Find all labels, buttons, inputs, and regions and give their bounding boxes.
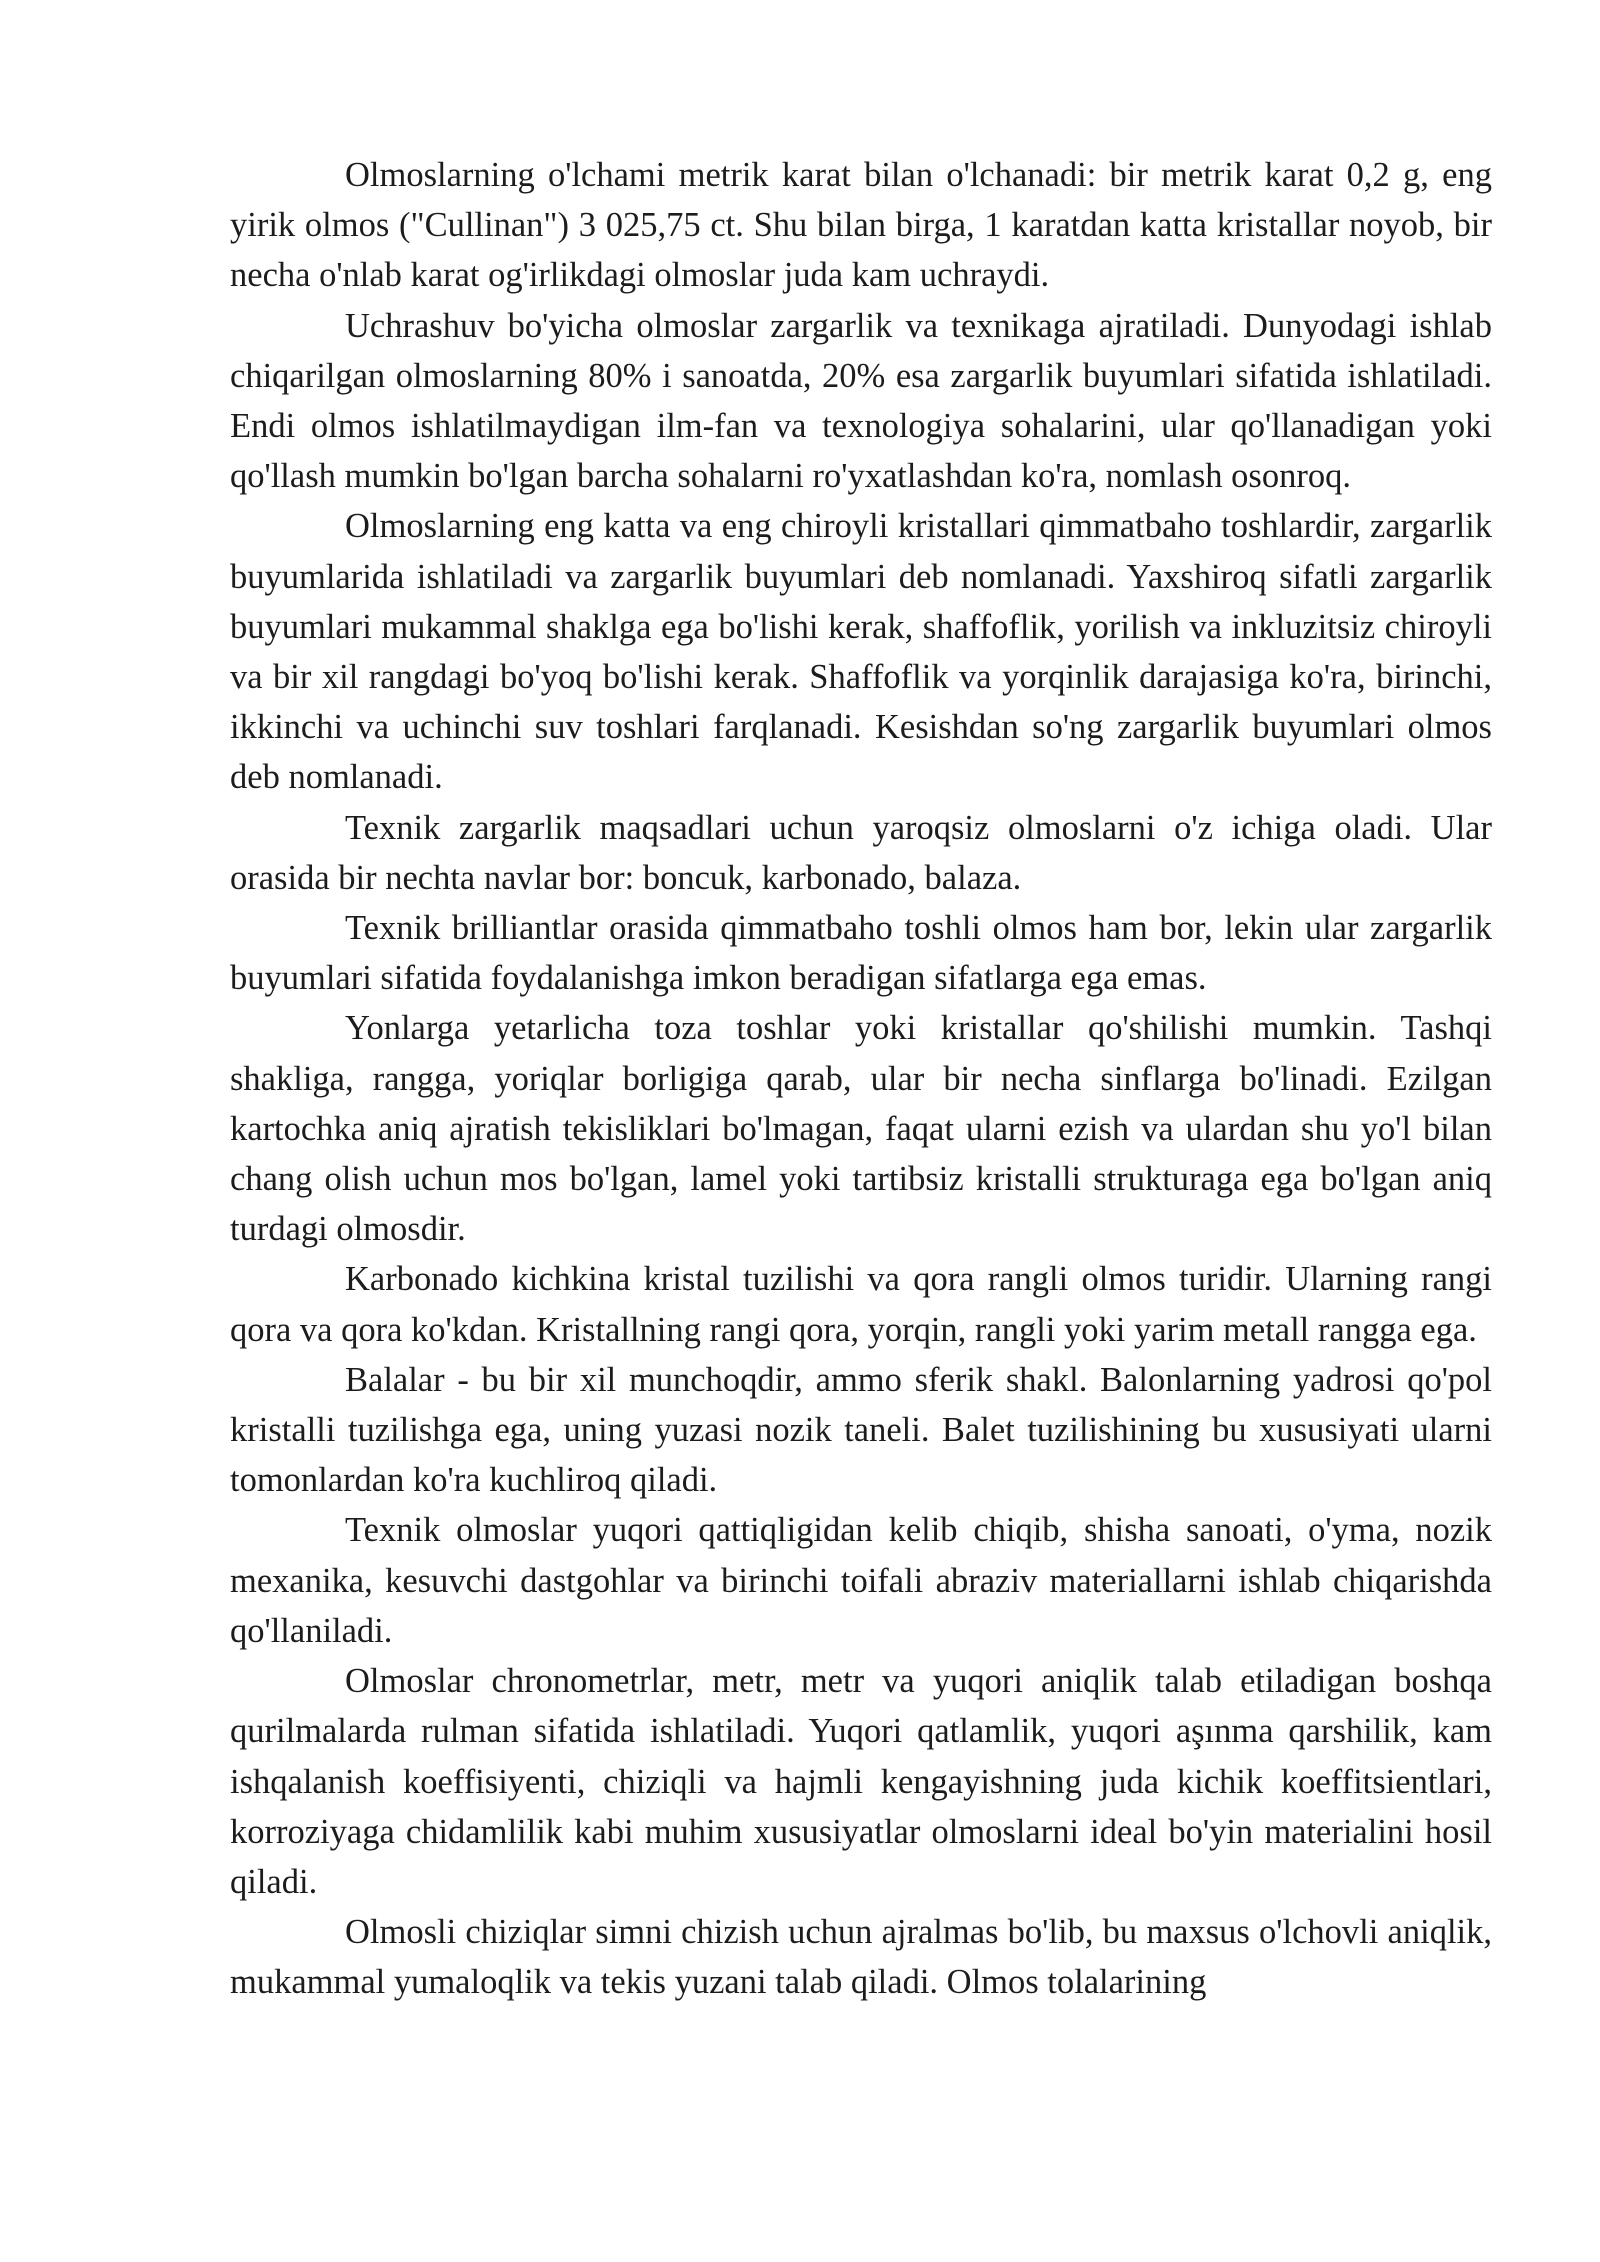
paragraph-4: Texnik zargarlik maqsadlari uchun yaroqsiz olmoslarni o'z ichiga oladi. Ular orasida bir nechta navlar bor: boncuk, karbonado, balaza. — [230, 808, 1492, 897]
document-body — [230, 150, 1492, 2008]
paragraph-6: Yonlarga yetarlicha toza toshlar yoki kristallar qo'shilishi mumkin. Tashqi shakliga, rangga, yoriqlar borligiga qarab, ular bir necha sinflarga bo'linadi. Ezilgan kartochka aniq ajratish tekisliklari bo'lmagan, faqat ularni ezish va ulardan shu yo'l bilan chang olish uchun mos bo'lgan, lamel yoki tartibsiz kristalli strukturaga ega bo'lgan aniq turdagi olmosdir. — [230, 1009, 1492, 1249]
paragraph-1: Olmoslarning o'lchami metrik karat bilan o'lchanadi: bir metrik karat 0,2 g, eng yirik olmos ("Cullinan") 3 025,75 ct. Shu bilan birga, 1 karatdan katta kristallar noyob, bir necha o'nlab karat og'irlikdagi olmoslar juda kam uchraydi. — [230, 156, 1492, 295]
paragraph-8: Balalar - bu bir xil munchoqdir, ammo sferik shakl. Balonlarning yadrosi qo'pol kristalli tuzilishga ega, uning yuzasi nozik taneli. Balet tuzilishining bu xususiyati ularni tomonlardan ko'ra kuchliroq qiladi. — [230, 1360, 1492, 1500]
paragraph-11: Olmosli chiziqlar simni chizish uchun ajralmas bo'lib, bu maxsus o'lchovli aniqlik, mukammal yumaloqlik va tekis yuzani talab qiladi. Olmos tolalarining — [230, 1913, 1492, 2002]
paragraph-3: Olmoslarning eng katta va eng chiroyli kristallari qimmatbaho toshlardir, zargarlik buyumlarida ishlatiladi va zargarlik buyumlari deb nomlanadi. Yaxshiroq sifatli zargarlik buyumlari mukammal shaklga ega bo'lishi kerak, shaffoflik, yorilish va inkluzitsiz chiroyli va bir xil rangdagi bo'yoq bo'lishi kerak. Shaffoflik va yorqinlik darajasiga ko'ra, birinchi, ikkinchi va uchinchi suv toshlari farqlanadi. Kesishdan so'ng zargarlik buyumlari olmos deb nomlanadi. — [230, 507, 1492, 797]
paragraph-5: Texnik brilliantlar orasida qimmatbaho toshli olmos ham bor, lekin ular zargarlik buyumlari sifatida foydalanishga imkon beradigan sifatlarga ega emas. — [230, 909, 1492, 998]
paragraph-10: Olmoslar chronometrlar, metr, metr va yuqori aniqlik talab etiladigan boshqa qurilmalarda rulman sifatida ishlatiladi. Yuqori qatlamlik, yuqori aşınma qarshilik, kam ishqalanish koeffisiyenti, chiziqli va hajmli kengayishning juda kichik koeffitsientlari, korroziyaga chidamlilik kabi muhim xususiyatlar olmoslarni ideal bo'yin materialini hosil qiladi. — [230, 1662, 1492, 1901]
paragraph-2: Uchrashuv bo'yicha olmoslar zargarlik va texnikaga ajratiladi. Dunyodagi ishlab chiqarilgan olmoslarning 80% i sanoatda, 20% esa zargarlik buyumlari sifatida ishlatiladi. Endi olmos ishlatilmaydigan ilm-fan va texnologiya sohalarini, ular qo'llanadigan yoki qo'llash mumkin bo'lgan barcha sohalarni ro'yxatlashdan ko'ra, nomlash osonroq. — [230, 306, 1492, 496]
paragraph-9: Texnik olmoslar yuqori qattiqligidan kelib chiqib, shisha sanoati, o'yma, nozik mexanika, kesuvchi dastgohlar va birinchi toifali abraziv materiallarni ishlab chiqarishda qo'llaniladi. — [230, 1511, 1492, 1650]
paragraph-7: Karbonado kichkina kristal tuzilishi va qora rangli olmos turidir. Ularning rangi qora va qora ko'kdan. Kristallning rangi qora, yorqin, rangli yoki yarim metall rangga ega. — [230, 1260, 1492, 1349]
